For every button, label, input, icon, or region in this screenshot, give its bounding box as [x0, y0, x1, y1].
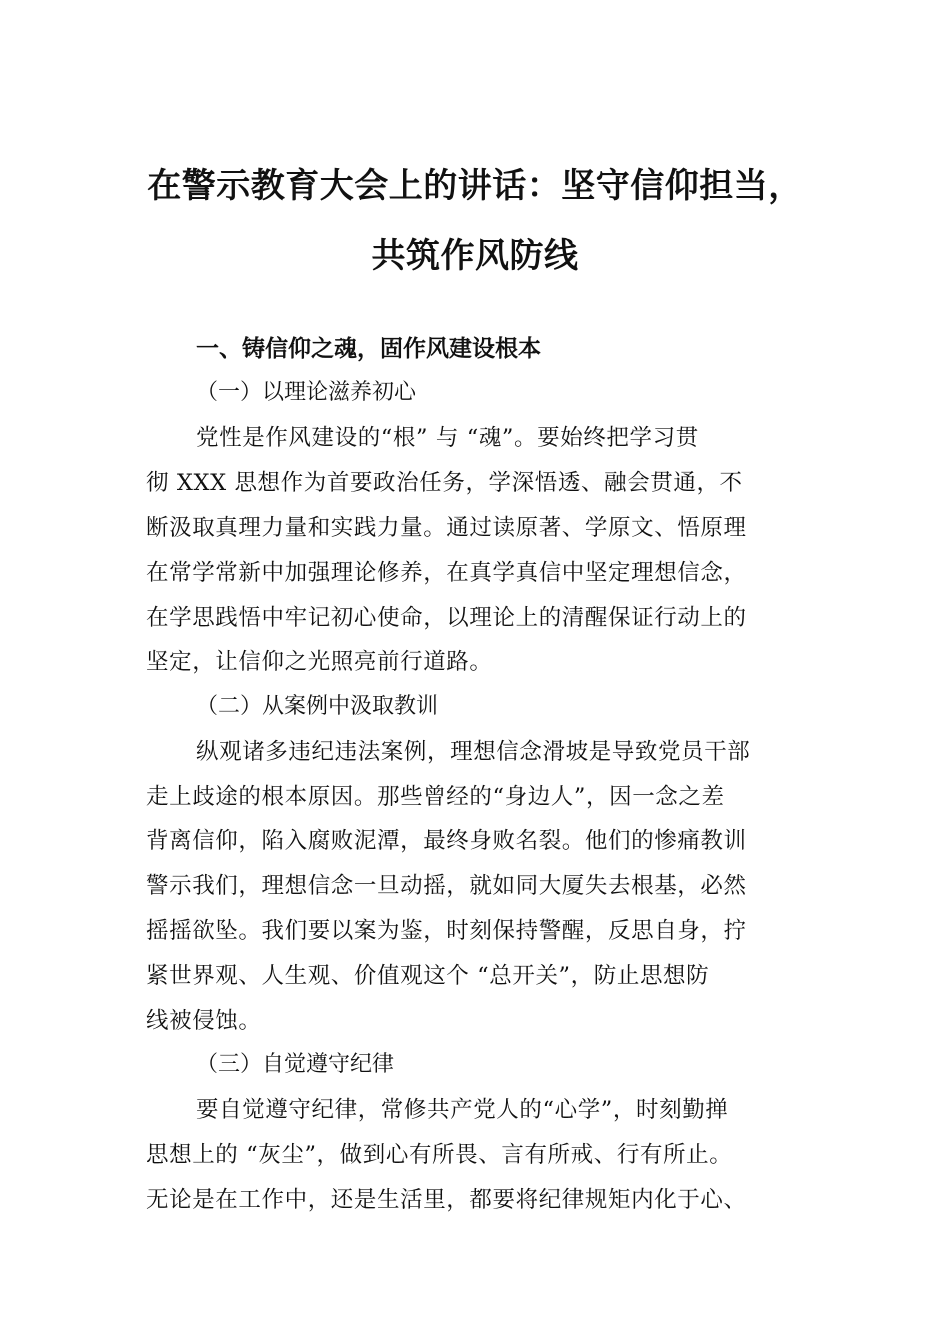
paragraph-line: 在学思践悟中牢记初心使命，以理论上的清醒保证行动上的: [146, 605, 747, 631]
paragraph-line: 背离信仰，陷入腐败泥潭，最终身败名裂。他们的惨痛教训: [146, 828, 747, 854]
subsection-heading-2: （二）从案例中汲取教训: [196, 694, 439, 719]
paragraph-line: 党性是作风建设的“根” 与 “魂”。要始终把学习贯: [196, 425, 699, 451]
subsection-heading-1: （一）以理论滋养初心: [196, 380, 417, 405]
paragraph-line: 警示我们，理想信念一旦动摇，就如同大厦失去根基，必然: [146, 873, 747, 899]
paragraph-line: 思想上的 “灰尘”，做到心有所畏、言有所戒、行有所止。: [146, 1142, 733, 1168]
paragraph-line: 紧世界观、人生观、价值观这个 “总开关”，防止思想防: [146, 963, 710, 989]
section-heading-1: 一、铸信仰之魂，固作风建设根本: [196, 336, 541, 362]
paragraph-line: 走上歧途的根本原因。那些曾经的“身边人”，因一念之差: [146, 784, 725, 810]
paragraph-line: 摇摇欲坠。我们要以案为鉴，时刻保持警醒，反思自身，拧: [146, 918, 747, 944]
paragraph-line: 彻 XXX 思想作为首要政治任务，学深悟透、融会贯通，不: [146, 470, 743, 496]
document-title-line-2: 共筑作风防线: [371, 236, 579, 276]
paragraph-line: 无论是在工作中，还是生活里，都要将纪律规矩内化于心、: [146, 1187, 747, 1213]
paragraph-line: 纵观诸多违纪违法案例，理想信念滑坡是导致党员干部: [196, 739, 751, 765]
paragraph-line: 断汲取真理力量和实践力量。通过读原著、学原文、悟原理: [146, 515, 747, 541]
paragraph-line: 在常学常新中加强理论修养，在真学真信中坚定理想信念，: [146, 560, 747, 586]
paragraph-line: 线被侵蚀。: [146, 1008, 262, 1034]
paragraph-line: 要自觉遵守纪律，常修共产党人的“心学”，时刻勤掸: [196, 1097, 729, 1123]
paragraph-line: 坚定，让信仰之光照亮前行道路。: [146, 649, 493, 675]
document-title-line-1: 在警示教育大会上的讲话：坚守信仰担当，: [147, 166, 803, 206]
subsection-heading-3: （三）自觉遵守纪律: [196, 1052, 395, 1077]
